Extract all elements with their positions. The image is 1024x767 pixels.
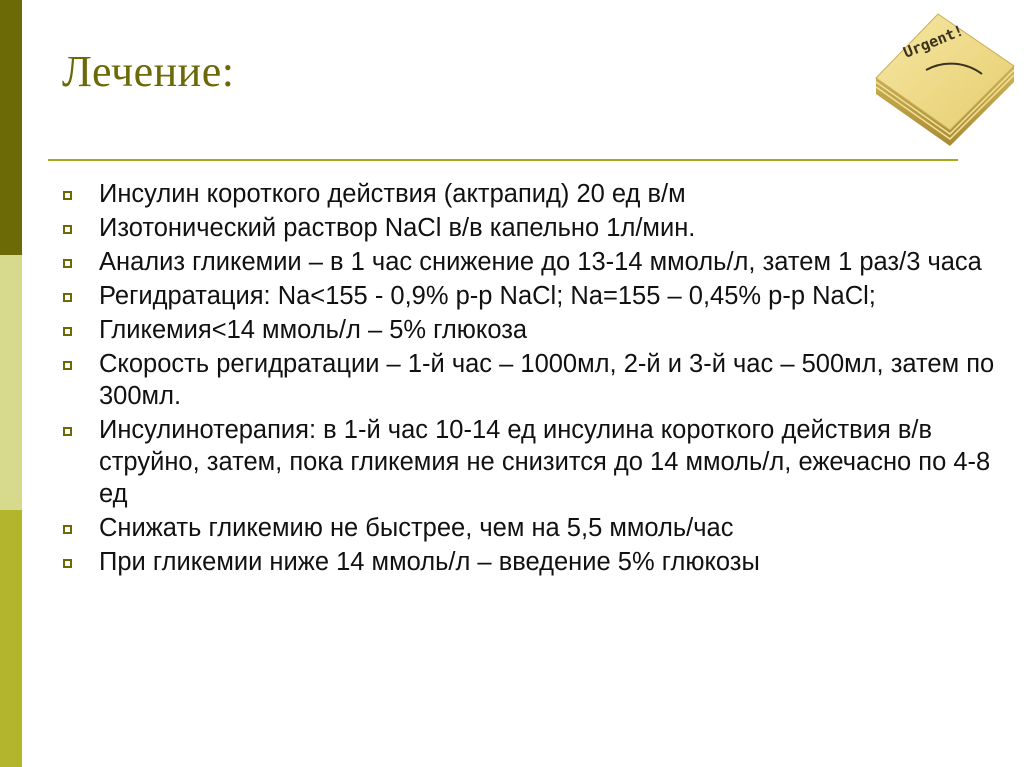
- side-accent-segment-top: [0, 0, 22, 255]
- square-bullet-icon: [63, 191, 72, 200]
- treatment-bullet-list: [62, 178, 1002, 580]
- list-item: [62, 212, 1002, 244]
- list-item-text: Инсулин короткого действия (актрапид) 20 ед в/м: [99, 180, 686, 208]
- square-bullet-icon: [63, 525, 72, 534]
- list-item-text: При гликемии ниже 14 ммоль/л – введение 5% глюкозы: [99, 548, 760, 576]
- list-item-text: Гликемия<14 ммоль/л – 5% глюкоза: [99, 316, 528, 344]
- list-item-text: Анализ гликемии – в 1 час снижение до 13-14 ммоль/л, затем 1 раз/3 часа: [99, 248, 982, 276]
- list-item: [62, 414, 1002, 510]
- list-item-text: Инсулинотерапия: в 1-й час 10-14 ед инсулина короткого действия в/в струйно, затем, пока гликемия не снизится до 14 ммоль/л, ежечасно по 4-8 ед: [99, 416, 991, 508]
- square-bullet-icon: [63, 293, 72, 302]
- side-accent-bar: [0, 0, 22, 767]
- list-item: [62, 178, 1002, 210]
- square-bullet-icon: [63, 327, 72, 336]
- list-item: [62, 546, 1002, 578]
- title-divider: [48, 159, 958, 161]
- list-item-text: Скорость регидратации – 1-й час – 1000мл, 2-й и 3-й час – 500мл, затем по 300мл.: [99, 350, 995, 410]
- urgent-note-text: Urgent!: [900, 21, 967, 62]
- urgent-sticky-note-icon: [868, 8, 1018, 148]
- list-item-text: Снижать гликемию не быстрее, чем на 5,5 ммоль/час: [99, 514, 734, 542]
- slide-title: Лечение:: [62, 47, 235, 96]
- side-accent-segment-middle: [0, 255, 22, 510]
- square-bullet-icon: [63, 559, 72, 568]
- list-item-text: Регидратация: Na<155 - 0,9% р-р NaCl; Na=155 – 0,45% р-р NaCl;: [99, 282, 876, 310]
- list-item: [62, 246, 1002, 278]
- list-item: [62, 280, 1002, 312]
- square-bullet-icon: [63, 361, 72, 370]
- list-item: [62, 512, 1002, 544]
- list-item-text: Изотонический раствор NaCl в/в капельно 1л/мин.: [99, 214, 696, 242]
- list-item: [62, 314, 1002, 346]
- list-item: [62, 348, 1002, 412]
- side-accent-segment-bottom: [0, 510, 22, 767]
- square-bullet-icon: [63, 259, 72, 268]
- square-bullet-icon: [63, 427, 72, 436]
- square-bullet-icon: [63, 225, 72, 234]
